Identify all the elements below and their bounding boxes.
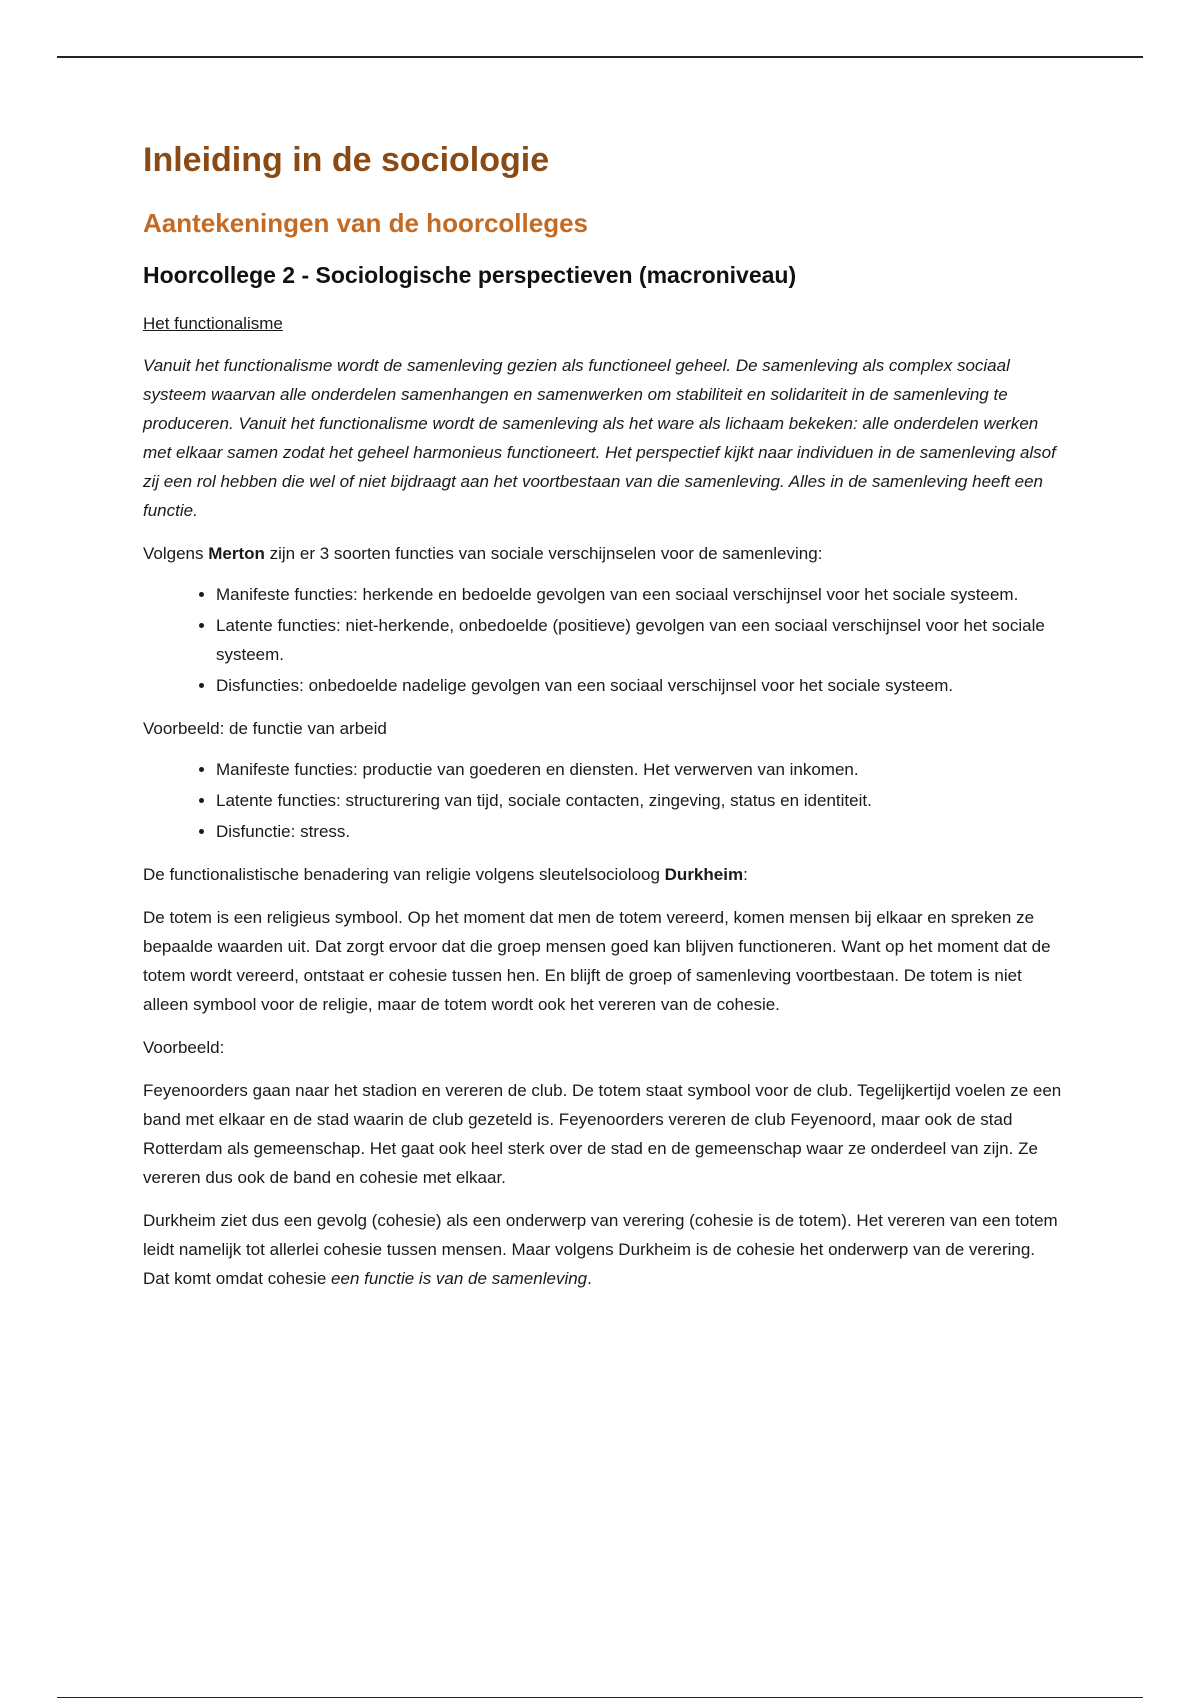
list-item: • Manifeste functies: herkende en bedoelde gevolgen van een sociaal verschijnsel voor het sociale systeem. (216, 580, 1063, 609)
merton-post: zijn er 3 soorten functies van sociale verschijnselen voor de samenleving: (264, 543, 823, 563)
merton-list (143, 580, 1063, 700)
list-item: • Latente functies: niet-herkende, onbedoelde (positieve) gevolgen van een sociaal verschijnsel voor het sociale systeem. (216, 611, 1063, 669)
section-heading: Het functionalisme (143, 314, 283, 334)
durkheim-paragraph (143, 860, 1063, 889)
durkheim-name: Durkheim (664, 864, 744, 884)
example-arbeid-label: Voorbeeld: de functie van arbeid (143, 718, 387, 738)
conclusion-emphasis: een functie is van de samenleving (331, 1268, 588, 1288)
conclusion-pre: Durkheim ziet dus een gevolg (cohesie) als een onderwerp van verering (cohesie is de totem). Het vereren van een totem leidt namelijk tot allerlei cohesie tussen mensen. Maar volgens Durkheim is de cohesie het onderwerp van de verering. Dat komt omdat cohesie (143, 1210, 1058, 1288)
document-page (143, 140, 1063, 1293)
list-item: • Disfuncties: onbedoelde nadelige gevolgen van een sociaal verschijnsel voor het sociale systeem. (216, 671, 1063, 700)
merton-name: Merton (208, 543, 265, 563)
merton-pre: Volgens (143, 543, 209, 563)
conclusion-post: . (587, 1268, 592, 1288)
durkheim-post: : (743, 864, 748, 884)
list-item: • Manifeste functies: productie van goederen en diensten. Het verwerven van inkomen. (216, 755, 1063, 784)
document-title: Inleiding in de sociologie (143, 141, 550, 179)
bottom-rule (57, 1697, 1143, 1698)
lecture-heading: Hoorcollege 2 - Sociologische perspectieven (macroniveau) (143, 262, 797, 289)
top-rule (57, 56, 1143, 58)
intro-paragraph: Vanuit het functionalisme wordt de samenleving gezien als functioneel geheel. De samenleving als complex sociaal systeem waarvan alle onderdelen samenhangen en samenwerken om stabiliteit en solidariteit in de samenleving te produceren. Vanuit het functionalisme wordt de samenleving als het ware als lichaam bekeken: alle onderdelen werken met elkaar samen zodat het geheel harmonieus functioneert. Het perspectief kijkt naar individuen in de samenleving alsof zij een rol hebben die wel of niet bijdraagt aan het voortbestaan van die samenleving. Alles in de samenleving heeft een functie. (143, 355, 1056, 520)
conclusion-paragraph (143, 1206, 1063, 1293)
merton-paragraph (143, 539, 1063, 568)
arbeid-list (143, 755, 1063, 846)
totem-paragraph: De totem is een religieus symbool. Op het moment dat men de totem vereerd, komen mensen bij elkaar en spreken ze bepaalde waarden uit. Dat zorgt ervoor dat die groep mensen goed kan blijven functioneren. Want op het moment dat de totem wordt vereerd, ontstaat er cohesie tussen hen. En blijft de groep of samenleving voortbestaan. De totem is niet alleen symbool voor de religie, maar de totem wordt ook het vereren van de cohesie. (143, 907, 1051, 1014)
document-subtitle: Aantekeningen van de hoorcolleges (143, 207, 588, 238)
list-item: • Disfunctie: stress. (216, 817, 1063, 846)
feyenoord-paragraph: Feyenoorders gaan naar het stadion en vereren de club. De totem staat symbool voor de club. Tegelijkertijd voelen ze een band met elkaar en de stad waarin de club gezeteld is. Feyenoorders vereren de club Feyenoord, maar ook de stad Rotterdam als gemeenschap. Het gaat ook heel sterk over de stad en de gemeenschap waar ze onderdeel van zijn. Ze vereren dus ook de band en cohesie met elkaar. (143, 1080, 1062, 1187)
list-item: • Latente functies: structurering van tijd, sociale contacten, zingeving, status en identiteit. (216, 786, 1063, 815)
example-label: Voorbeeld: (143, 1037, 225, 1057)
durkheim-pre: De functionalistische benadering van religie volgens sleutelsocioloog (143, 864, 665, 884)
